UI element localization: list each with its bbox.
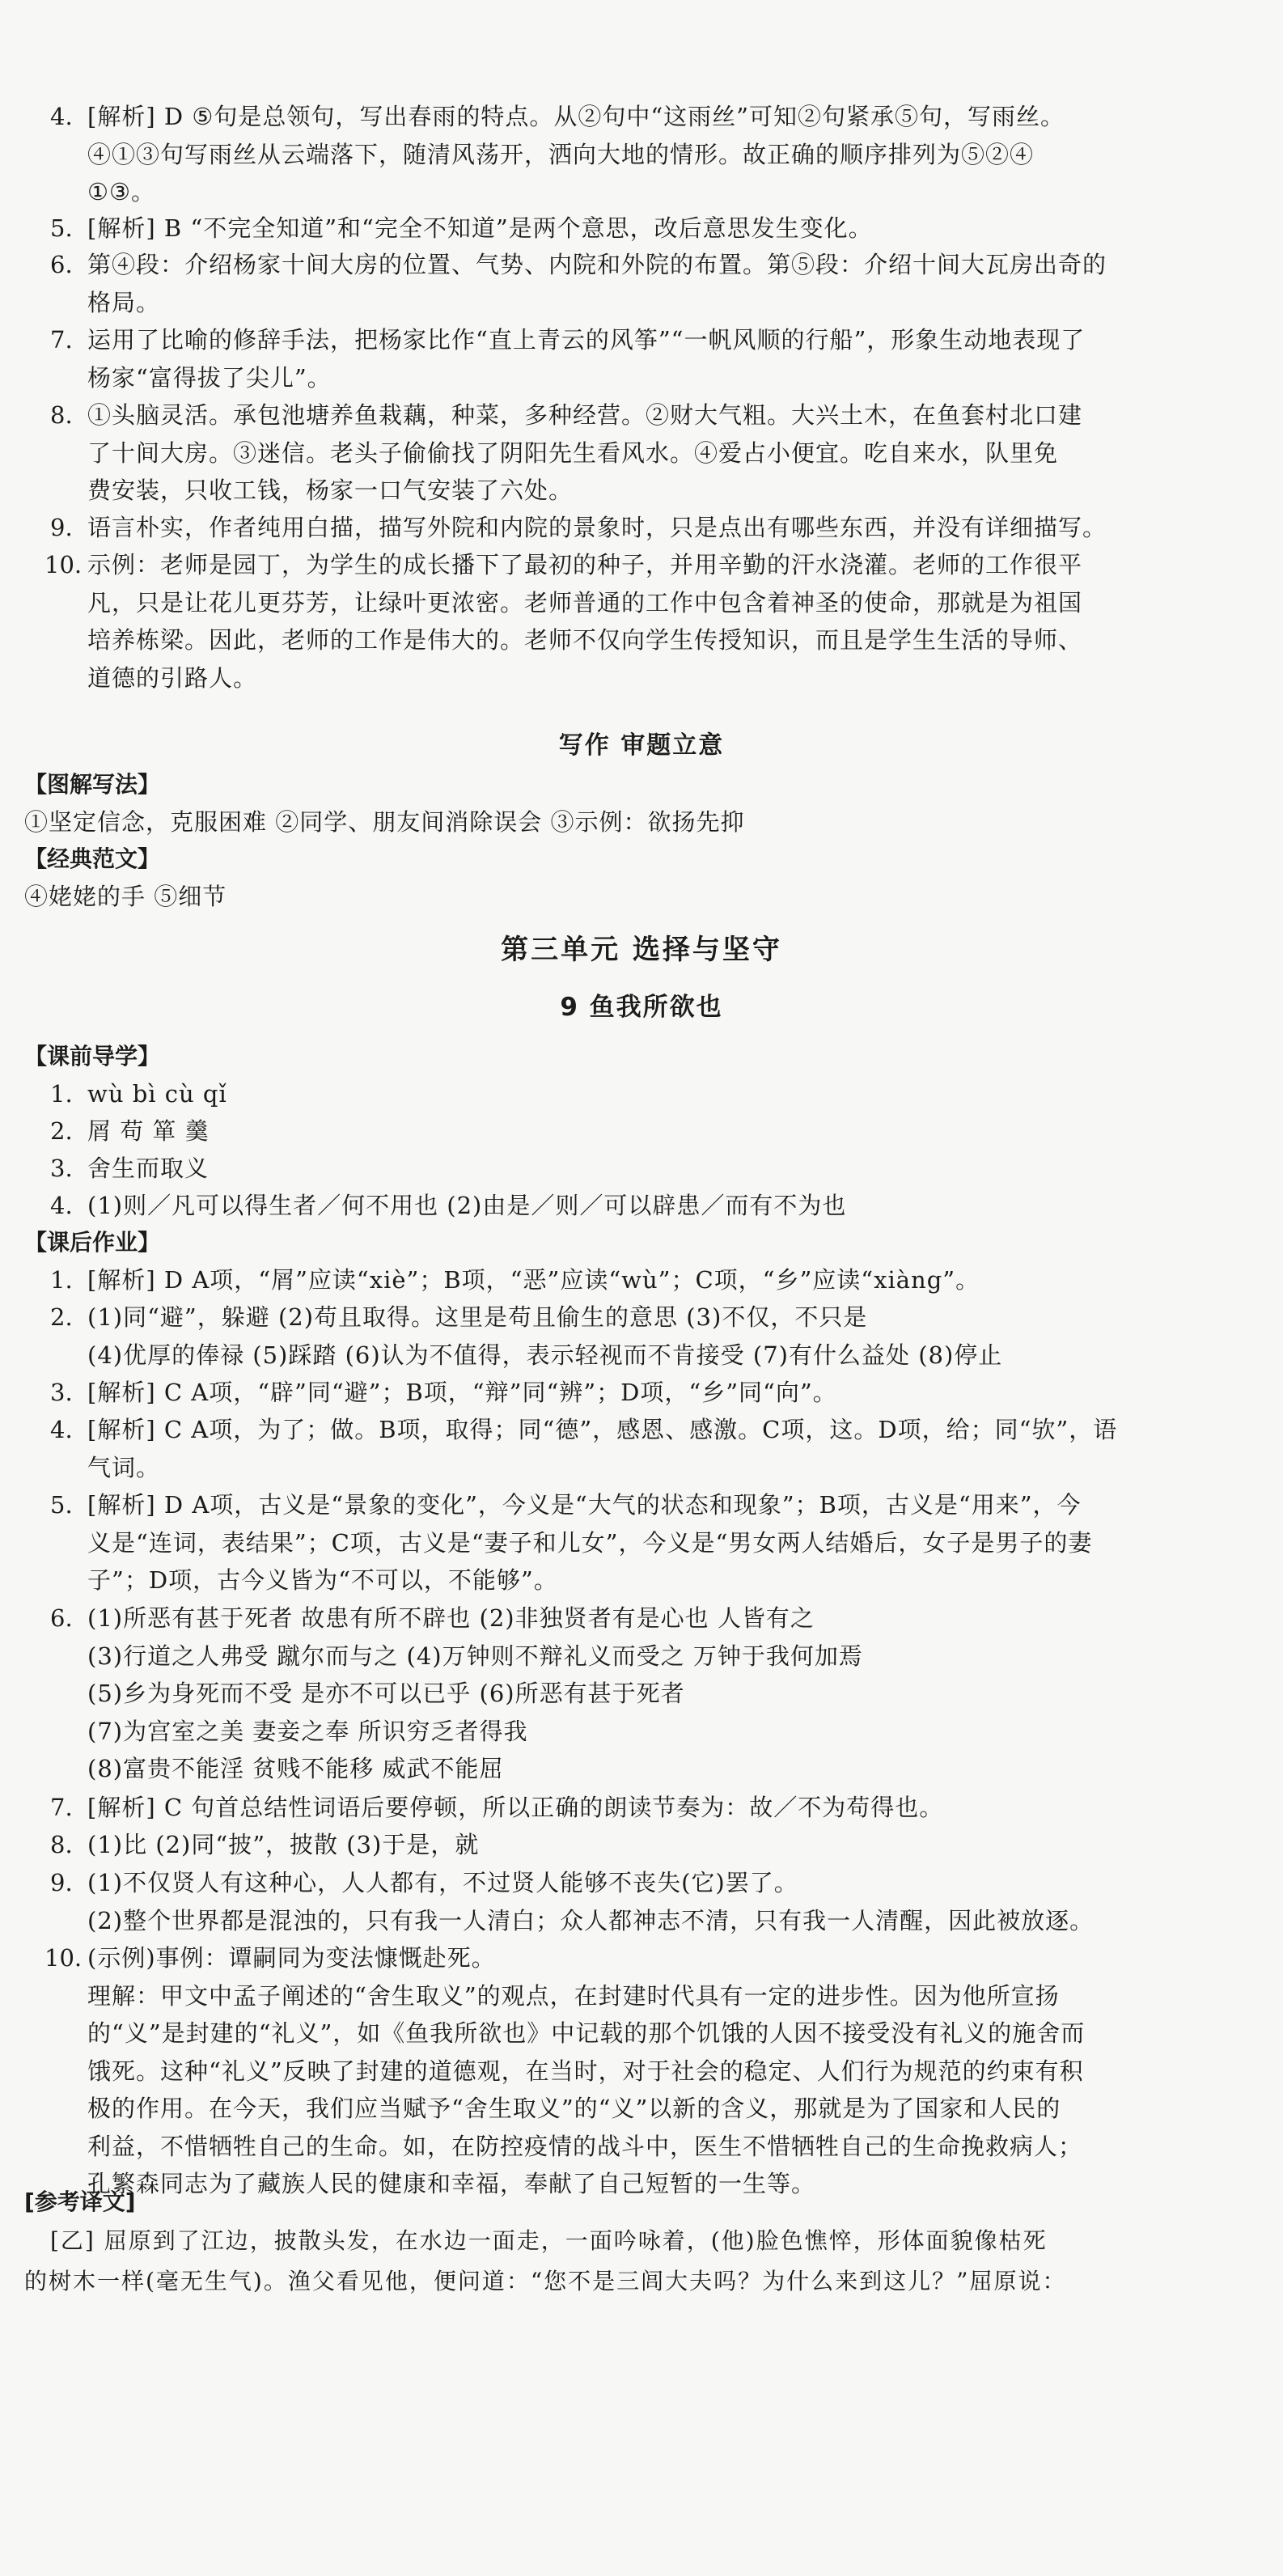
section-heading-homework: 【课后作业】 — [24, 1229, 161, 1256]
section-heading-reference: [参考译文] — [24, 2188, 136, 2215]
item-number: 3. — [50, 1155, 73, 1182]
answer-continuation: 道德的引路人。 — [87, 663, 258, 692]
answer-line: 示例：老师是园丁，为学生的成长播下了最初的种子，并用辛勤的汗水浇灌。老师的工作很平 — [87, 551, 1083, 578]
homework-continuation: 子”；D项，古今义皆为“不可以，不能够”。 — [87, 1566, 558, 1594]
item-number: 9. — [50, 1869, 73, 1896]
model-essays-line: ④姥姥的手 ⑤细节 — [24, 883, 227, 910]
homework-answer-line: (1)不仅贤人有这种心，人人都有，不过贤人能够不丧失(它)罢了。 — [87, 1869, 798, 1896]
item-number: 3. — [50, 1379, 73, 1406]
homework-continuation: (2)整个世界都是混浊的，只有我一人清白；众人都神志不清，只有我一人清醒，因此被放逐。 — [87, 1906, 1095, 1934]
homework-continuation: (4)优厚的俸禄 (5)踩踏 (6)认为不值得，表示轻视而不肯接受 (7)有什么益处 (8)停止 — [87, 1341, 1003, 1369]
item-number: 4. — [50, 1416, 73, 1443]
homework-continuation: (5)乡为身死而不受 是亦不可以已乎 (6)所恶有甚于死者 — [87, 1680, 685, 1707]
answer-continuation: 费安装，只收工钱，杨家一口气安装了六处。 — [87, 477, 574, 504]
reference-translation-line: 的树木一样(毫无生气)。渔父看见他，便问道：“您不是三闾大夫吗？为什么来到这儿？”屈原说： — [24, 2268, 1067, 2294]
lesson-title: 9 鱼我所欲也 — [560, 993, 723, 1022]
answer-continuation: 了十间大房。③迷信。老头子偷偷找了阴阳先生看风水。④爱占小便宜。吃自来水，队里免 — [87, 439, 1059, 467]
answer-line: [解析] D ⑤句是总领句，写出春雨的特点。从②句中“这雨丝”可知②句紧承⑤句，写雨丝。 — [87, 103, 1065, 130]
section-heading-preview: 【课前导学】 — [24, 1043, 161, 1070]
homework-answer-line: (1)比 (2)同“披”，披散 (3)于是，就 — [87, 1831, 480, 1858]
homework-answer-line: (1)所恶有甚于死者 故患有所不辟也 (2)非独贤者有是心也 人皆有之 — [87, 1604, 815, 1632]
homework-continuation: 理解：甲文中孟子阐述的“舍生取义”的观点，在封建时代具有一定的进步性。因为他所宣扬 — [87, 1981, 1060, 2010]
answer-line: [解析] B “不完全知道”和“完全不知道”是两个意思，改后意思发生变化。 — [87, 214, 873, 242]
item-number: 5. — [50, 214, 73, 242]
homework-answer-line: [解析] C A项，“辟”同“避”；B项，“辩”同“辨”；D项，“乡”同“向”。 — [87, 1379, 837, 1406]
answer-continuation: ④①③句写雨丝从云端落下，随清风荡开，洒向大地的情形。故正确的顺序排列为⑤②④ — [87, 140, 1035, 168]
item-number: 8. — [50, 1831, 73, 1858]
answer-continuation: 格局。 — [87, 288, 161, 316]
section-heading-illustrated: 【图解写法】 — [24, 771, 161, 798]
reference-translation-line: [乙] 屈原到了江边，披散头发，在水边一面走，一面吟咏着，(他)脸色憔悴，形体面貌像枯死 — [50, 2227, 1048, 2254]
answer-continuation: ①③。 — [87, 178, 155, 205]
answer-line: 语言朴实，作者纯用白描，描写外院和内院的景象时，只是点出有哪些东西，并没有详细描写。 — [87, 514, 1107, 541]
item-number: 10. — [44, 551, 83, 578]
item-number: 10. — [44, 1944, 83, 1972]
preview-answer: (1)则／凡可以得生者／何不用也 (2)由是／则／可以辟患／而有不为也 — [87, 1192, 847, 1219]
answer-line: 运用了比喻的修辞手法，把杨家比作“直上青云的风筝”“一帆风顺的行船”，形象生动地表现了 — [87, 326, 1086, 354]
item-number: 7. — [50, 1794, 73, 1821]
item-number: 4. — [50, 1192, 73, 1219]
answer-continuation: 凡，只是让花儿更芬芳，让绿叶更浓密。老师普通的工作中包含着神圣的使命，那就是为祖国 — [87, 588, 1083, 616]
homework-continuation: (3)行道之人弗受 蹴尔而与之 (4)万钟则不辩礼义而受之 万钟于我何加焉 — [87, 1642, 863, 1670]
homework-continuation: 孔繁森同志为了藏族人民的健康和幸福，奉献了自己短暂的一生等。 — [87, 2170, 816, 2197]
homework-answer-line: [解析] D A项，“屑”应读“xiè”；B项，“恶”应读“wù”；C项，“乡”应读“xiàng”。 — [87, 1266, 980, 1294]
answer-continuation: 培养栋梁。因此，老师的工作是伟大的。老师不仅向学生传授知识，而且是学生生活的导师、 — [87, 626, 1083, 654]
answer-continuation: 杨家“富得拔了尖儿”。 — [87, 363, 332, 392]
homework-continuation: 饿死。这种“礼义”反映了封建的道德观，在当时，对于社会的稳定、人们行为规范的约束有积 — [87, 2057, 1084, 2085]
item-number: 1. — [50, 1266, 73, 1294]
homework-continuation: 极的作用。在今天，我们应当赋予“舍生取义”的“义”以新的含义，那就是为了国家和人民的 — [87, 2095, 1061, 2122]
homework-answer-line: [解析] C A项，为了；做。B项，取得；同“德”，感恩、感激。C项，这。D项，给；同“欤”，语 — [87, 1416, 1118, 1443]
answer-line: ①头脑灵活。承包池塘养鱼栽藕，种菜，多种经营。②财大气粗。大兴土木，在鱼套村北口建 — [87, 401, 1083, 429]
homework-continuation: 的“义”是封建的“礼义”，如《鱼我所欲也》中记载的那个饥饿的人因不接受没有礼义的施舍而 — [87, 2019, 1086, 2047]
item-number: 4. — [50, 103, 73, 130]
homework-continuation: 义是“连词，表结果”；C项，古义是“妻子和儿女”，今义是“男女两人结婚后，女子是男子的妻 — [87, 1528, 1093, 1557]
preview-answer: 屑 苟 箪 羹 — [87, 1117, 210, 1145]
preview-answer: wù bì cù qǐ — [87, 1080, 227, 1108]
item-number: 8. — [50, 401, 73, 429]
homework-continuation: 利益，不惜牺牲自己的生命。如，在防控疫情的战斗中，医生不惜牺牲自己的生命挽救病人； — [87, 2132, 1083, 2160]
writing-section-title: 写作 审题立意 — [558, 731, 725, 760]
item-number: 6. — [50, 251, 73, 278]
item-number: 2. — [50, 1303, 73, 1331]
section-heading-model-essays: 【经典范文】 — [24, 845, 161, 872]
homework-answer-line: [解析] C 句首总结性词语后要停顿，所以正确的朗读节奏为：故／不为苟得也。 — [87, 1794, 944, 1821]
homework-continuation: (7)为宫室之美 妻妾之奉 所识穷乏者得我 — [87, 1717, 528, 1745]
item-number: 1. — [50, 1080, 73, 1108]
item-number: 2. — [50, 1117, 73, 1145]
writing-methods-line: ①坚定信念，克服困难 ②同学、朋友间消除误会 ③示例：欲扬先抑 — [24, 808, 745, 836]
homework-answer-line: (1)同“避”，躲避 (2)苟且取得。这里是苟且偷生的意思 (3)不仅，不只是 — [87, 1303, 868, 1331]
answer-line: 第④段：介绍杨家十间大房的位置、气势、内院和外院的布置。第⑤段：介绍十间大瓦房出奇的 — [87, 251, 1107, 278]
homework-answer-line: (示例)事例：谭嗣同为变法慷慨赴死。 — [87, 1944, 496, 1972]
homework-continuation: (8)富贵不能淫 贫贱不能移 威武不能屈 — [87, 1755, 504, 1782]
item-number: 7. — [50, 326, 73, 354]
preview-answer: 舍生而取义 — [87, 1155, 210, 1182]
item-number: 5. — [50, 1491, 73, 1519]
homework-continuation: 气词。 — [87, 1453, 161, 1481]
homework-answer-line: [解析] D A项，古义是“景象的变化”，今义是“大气的状态和现象”；B项，古义是“用来”，今 — [87, 1491, 1082, 1519]
unit-title: 第三单元 选择与坚守 — [501, 934, 782, 966]
item-number: 9. — [50, 514, 73, 541]
item-number: 6. — [50, 1604, 73, 1632]
